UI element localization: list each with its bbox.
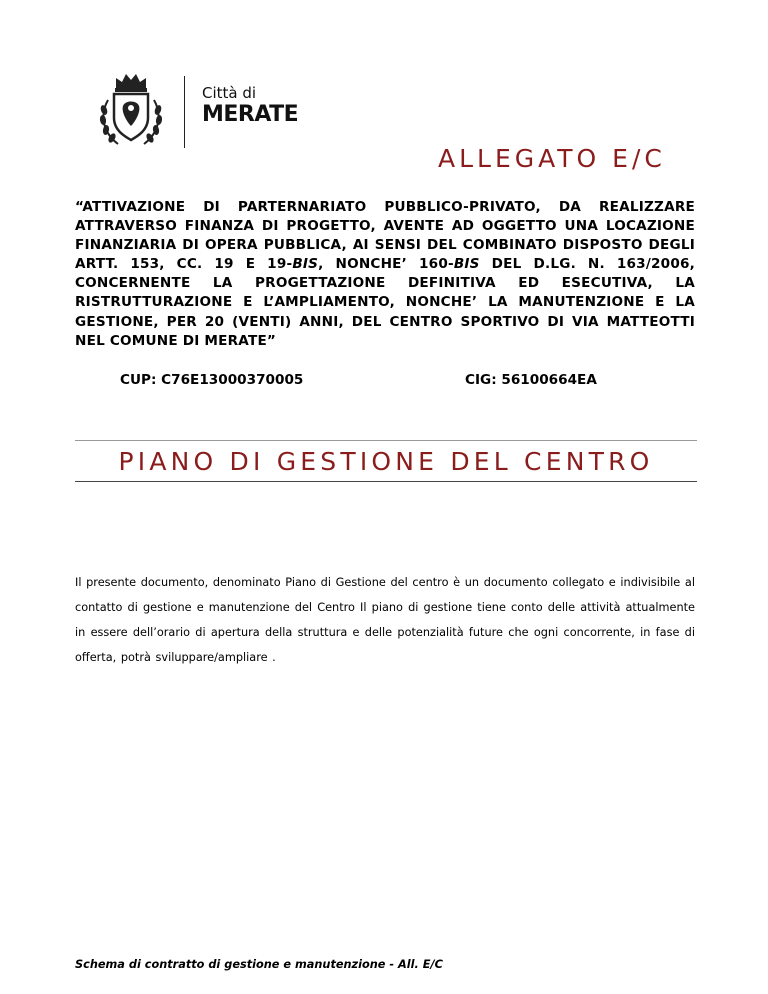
- section-heading: PIANO DI GESTIONE DEL CENTRO: [118, 447, 654, 476]
- title-bis-2: BIS: [453, 256, 480, 273]
- title-part-1: “ATTIVAZIONE DI PARTERNARIATO PUBBLICO-PRIVATO, DA REALIZZARE ATTRAVERSO FINANZA DI PROGETTO, AVENTE AD OGGETTO UNA LOCAZIONE FINANZIARIA DI OPERA PUBBLICA, AI SENSI DEL COMBINATO DISPOSTO DEGLI ARTT. 153, CC. 19 E 19-: [75, 199, 695, 273]
- city-crest-icon: [96, 70, 166, 148]
- section-top-rule: [75, 440, 697, 441]
- city-logo: [96, 70, 326, 150]
- page-footer: Schema di contratto di gestione e manutenzione - All. E/C: [75, 958, 443, 971]
- logo-city-prefix: Città di: [202, 84, 257, 102]
- cup-code: CUP: C76E13000370005: [120, 372, 304, 388]
- cig-code: CIG: 56100664EA: [465, 372, 597, 388]
- logo-city-name: MERATE: [202, 102, 299, 127]
- title-part-2: , NONCHE’ 160-: [318, 256, 454, 273]
- logo-divider: [184, 76, 185, 148]
- section-bottom-rule: [75, 481, 697, 482]
- body-paragraph: Il presente documento, denominato Piano di Gestione del centro è un documento collegato e indivisibile al contatto di gestione e manutenzione del Centro Il piano di gestione tiene conto delle attività attualmente in essere dell’orario di apertura della struttura e delle potenzialità future che ogni concorrente, in fase di offerta, potrà sviluppare/ampliare .: [75, 576, 695, 664]
- title-part-3: DEL D.LG. N. 163/2006, CONCERNENTE LA PROGETTAZIONE DEFINITIVA ED ESECUTIVA, LA RISTRUTTURAZIONE E L’AMPLIAMENTO, NONCHE’ LA MANUTENZIONE E LA GESTIONE, PER 20 (VENTI) ANNI, DEL CENTRO SPORTIVO DI VIA MATTEOTTI NEL COMUNE DI MERATE”: [75, 256, 696, 349]
- attachment-label: ALLEGATO E/C: [438, 144, 666, 173]
- document-title: [75, 198, 695, 351]
- title-bis-1: BIS: [292, 256, 319, 273]
